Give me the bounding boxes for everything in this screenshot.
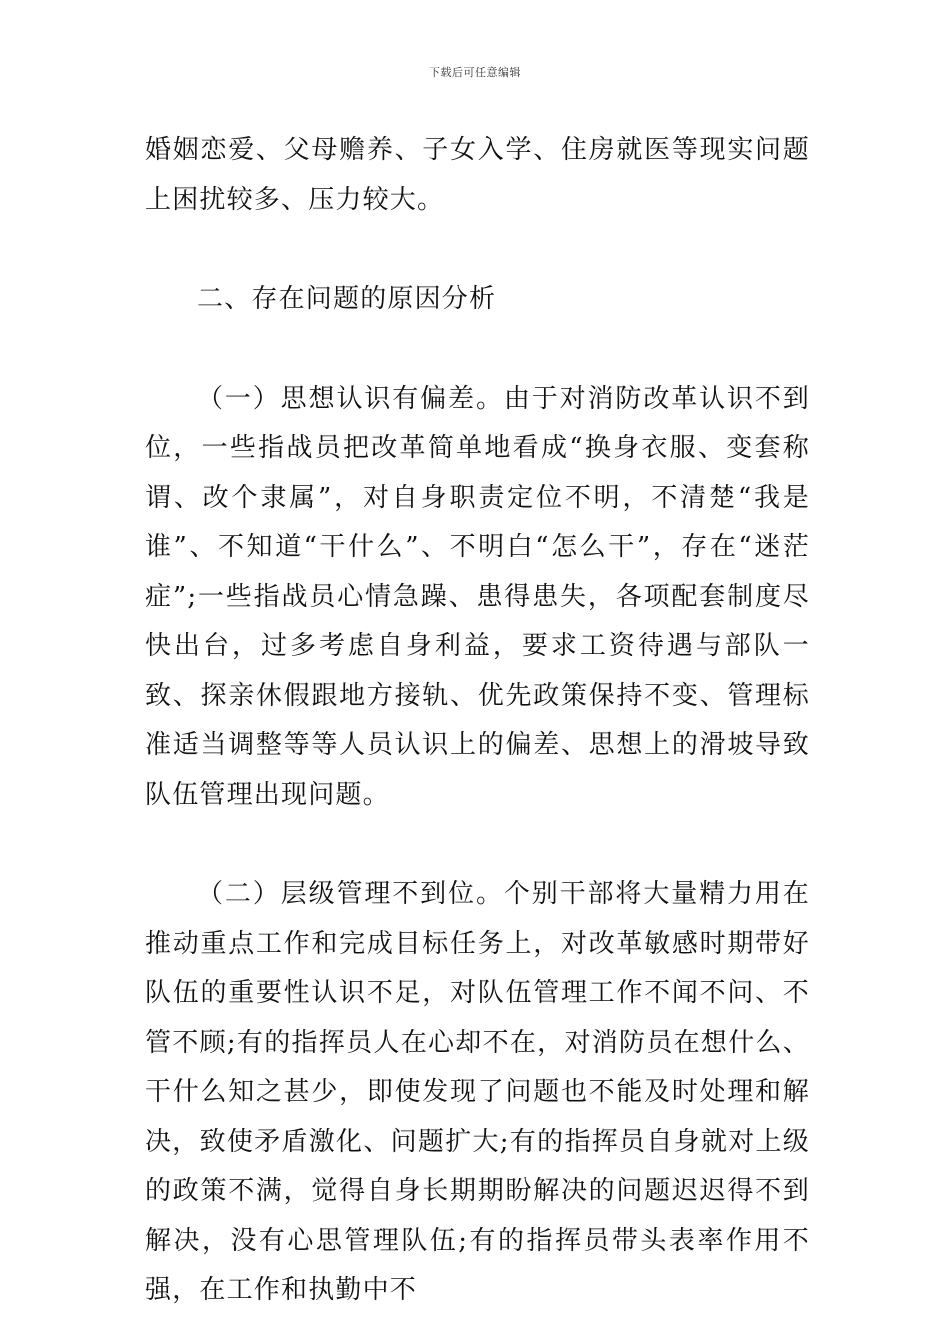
paragraph-continuation: 婚姻恋爱、父母赡养、子女入学、住房就医等现实问题上困扰较多、压力较大。 [145,135,810,215]
paragraph-ideological-bias: （一）思想认识有偏差。由于对消防改革认识不到位，一些指战员把改革简单地看成“换身衣服、变套称谓、改个隶属”，对自身职责定位不明，不清楚“我是谁”、不知道“干什么”、不明白“怎么干”，存在“迷茫症”;一些指战员心情急躁、患得患失，各项配套制度尽快出台，过多考虑自身利益，要求工资待遇与部队一致、探亲休假跟地方接轨、优先政策保持不变、管理标准适当调整等等人员认识上的偏差、思想上的滑坡导致队伍管理出现问题。 [145,383,810,810]
document-body [145,126,810,1316]
paragraph-gap [145,325,810,375]
paragraph-gap [145,225,810,275]
paragraph-management-gap: （二）层级管理不到位。个别干部将大量精力用在推动重点工作和完成目标任务上，对改革敏感时期带好队伍的重要性认识不足，对队伍管理工作不闻不问、不管不顾;有的指挥员人在心却不在，对消防员在想什么、干什么知之甚少，即使发现了问题也不能及时处理和解决，致使矛盾激化、问题扩大;有的指挥员自身就对上级的政策不满，觉得自身长期期盼解决的问题迟迟得不到解决，没有心思管理队伍;有的指挥员带头表率作用不强，在工作和执勤中不 [145,879,810,1305]
page-header: 下载后可任意编辑 [429,66,521,79]
paragraph-gap [145,820,810,870]
section-heading: 二、存在问题的原因分析 [197,284,497,314]
